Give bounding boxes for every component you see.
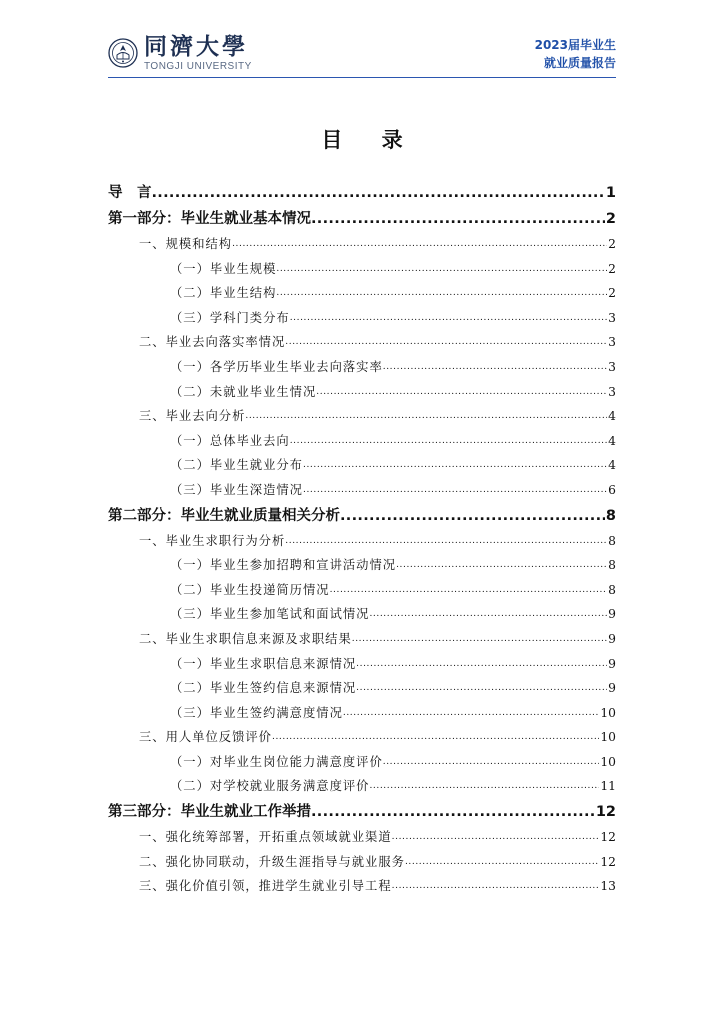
- toc-entry-label: （三）毕业生深造情况: [170, 482, 303, 497]
- report-title-line1: 2023届毕业生: [534, 38, 616, 52]
- toc-entry-page: 4: [608, 409, 616, 424]
- toc-entry-page: 11: [600, 779, 616, 794]
- toc-entry-label: 三、毕业去向分析: [139, 409, 246, 424]
- toc-entry-page: 8: [608, 533, 616, 548]
- toc-leader-dots: [330, 578, 608, 603]
- toc-entry[interactable]: [108, 553, 616, 578]
- toc-entry-label: 第二部分：毕业生就业质量相关分析: [108, 507, 340, 524]
- toc-leader-dots: [285, 330, 607, 355]
- toc-leader-dots: [356, 652, 607, 677]
- toc-leader-dots: [285, 529, 607, 554]
- toc-entry[interactable]: [108, 306, 616, 331]
- toc-leader-dots: [356, 676, 607, 701]
- toc-entry[interactable]: [108, 355, 616, 380]
- toc-entry-page: 1: [605, 185, 616, 201]
- toc-entry-page: 8: [608, 582, 616, 597]
- toc-entry[interactable]: [108, 453, 616, 478]
- toc-entry-page: 6: [608, 482, 616, 497]
- toc-entry[interactable]: [108, 503, 616, 529]
- toc-entry[interactable]: [108, 799, 616, 825]
- toc-entry[interactable]: [108, 281, 616, 306]
- toc-entry-page: 2: [608, 237, 616, 251]
- university-name-cn: 同濟大學: [144, 33, 248, 60]
- toc-entry-label: 三、强化价值引领，推进学生就业引导工程: [139, 879, 392, 894]
- toc-entry[interactable]: [108, 774, 616, 799]
- university-seal-icon: [108, 38, 138, 68]
- toc-entry-page: 9: [608, 631, 616, 646]
- toc-entry-label: 二、毕业生求职信息来源及求职结果: [139, 631, 352, 646]
- toc-entry-page: 2: [608, 261, 616, 276]
- toc-leader-dots: [392, 874, 600, 899]
- toc-leader-dots: [383, 355, 607, 380]
- toc-entry-label: 一、毕业生求职行为分析: [139, 533, 286, 548]
- toc-entry-page: 3: [608, 335, 616, 350]
- toc-entry[interactable]: [108, 850, 616, 875]
- toc-entry-label: 第三部分：毕业生就业工作举措: [108, 804, 311, 821]
- toc-entry-page: 8: [608, 558, 616, 573]
- toc-entry-page: 10: [600, 705, 616, 720]
- toc-entry[interactable]: [108, 652, 616, 677]
- toc-entry-page: 4: [608, 458, 616, 473]
- toc-entry-label: （一）对毕业生岗位能力满意度评价: [170, 754, 383, 769]
- toc-entry-label: （二）毕业生就业分布: [170, 458, 303, 473]
- toc-leader-dots: [369, 602, 607, 627]
- toc-entry-label: （一）毕业生规模: [170, 261, 277, 276]
- toc-entry[interactable]: [108, 478, 616, 503]
- toc-entry[interactable]: [108, 627, 616, 652]
- university-name-en: TONGJI UNIVERSITY: [144, 61, 252, 72]
- toc-entry-page: 4: [608, 433, 616, 448]
- toc-entry-page: 13: [600, 879, 616, 894]
- toc-entry[interactable]: [108, 257, 616, 282]
- toc-entry-page: 12: [595, 804, 616, 821]
- toc-leader-dots: [152, 180, 605, 206]
- toc-entry[interactable]: [108, 232, 616, 257]
- toc-entry[interactable]: [108, 874, 616, 899]
- toc-entry-label: 第一部分：毕业生就业基本情况: [108, 211, 311, 227]
- header-divider: [108, 77, 616, 78]
- toc-leader-dots: [340, 503, 605, 529]
- toc-leader-dots: [396, 553, 607, 578]
- toc-entry[interactable]: [108, 676, 616, 701]
- toc-entry-label: 三、用人单位反馈评价: [139, 730, 272, 745]
- table-of-contents: [108, 180, 616, 899]
- toc-entry[interactable]: [108, 578, 616, 603]
- toc-entry-label: （二）毕业生投递简历情况: [170, 582, 330, 597]
- toc-entry-label: 二、毕业去向落实率情况: [139, 335, 286, 350]
- toc-entry-label: （二）毕业生签约信息来源情况: [170, 681, 357, 696]
- toc-leader-dots: [311, 206, 605, 232]
- toc-entry[interactable]: [108, 825, 616, 850]
- toc-entry-label: （二）未就业毕业生情况: [170, 384, 317, 399]
- toc-entry-label: 二、强化协同联动，升级生涯指导与就业服务: [139, 854, 405, 869]
- toc-leader-dots: [369, 774, 599, 799]
- toc-entry-label: （二）毕业生结构: [170, 286, 277, 301]
- toc-entry[interactable]: [108, 429, 616, 454]
- toc-entry-label: （三）毕业生签约满意度情况: [170, 705, 343, 720]
- report-title: [535, 36, 616, 72]
- toc-entry[interactable]: [108, 725, 616, 750]
- toc-entry[interactable]: [108, 180, 616, 206]
- toc-leader-dots: [276, 257, 607, 282]
- toc-entry-label: （三）学科门类分布: [170, 310, 290, 325]
- toc-entry[interactable]: [108, 330, 616, 355]
- toc-entry[interactable]: [108, 380, 616, 405]
- toc-leader-dots: [303, 453, 607, 478]
- toc-entry-page: 9: [608, 607, 616, 622]
- toc-entry-label: （一）总体毕业去向: [170, 433, 290, 448]
- toc-entry-label: （一）各学历毕业生毕业去向落实率: [170, 359, 383, 374]
- toc-leader-dots: [290, 306, 607, 331]
- toc-entry-page: 10: [600, 754, 616, 769]
- toc-entry[interactable]: [108, 529, 616, 554]
- page-title: 目 录: [321, 128, 419, 152]
- toc-entry-page: 9: [608, 681, 616, 696]
- toc-entry-page: 10: [600, 730, 616, 745]
- toc-leader-dots: [352, 627, 607, 652]
- toc-leader-dots: [343, 701, 599, 726]
- toc-leader-dots: [232, 232, 607, 257]
- toc-entry-page: 12: [600, 830, 616, 845]
- toc-leader-dots: [245, 404, 607, 429]
- toc-entry[interactable]: [108, 602, 616, 627]
- toc-leader-dots: [290, 429, 607, 454]
- report-title-line2: 就业质量报告: [543, 56, 616, 70]
- toc-leader-dots: [272, 725, 599, 750]
- toc-entry-page: 2: [605, 211, 616, 227]
- toc-entry[interactable]: [108, 404, 616, 429]
- toc-leader-dots: [316, 380, 607, 405]
- toc-entry-label: （一）毕业生求职信息来源情况: [170, 656, 357, 671]
- toc-entry-label: 一、规模和结构: [139, 237, 233, 251]
- toc-leader-dots: [392, 825, 600, 850]
- toc-entry-page: 3: [608, 310, 616, 325]
- toc-entry-page: 8: [605, 507, 616, 524]
- toc-entry-page: 9: [608, 656, 616, 671]
- toc-leader-dots: [383, 750, 600, 775]
- toc-entry-label: 一、强化统筹部署，开拓重点领域就业渠道: [139, 830, 392, 845]
- toc-leader-dots: [303, 478, 607, 503]
- toc-entry-page: 3: [608, 359, 616, 374]
- toc-entry[interactable]: [108, 750, 616, 775]
- toc-entry-label: （三）毕业生参加笔试和面试情况: [170, 607, 370, 622]
- toc-entry[interactable]: [108, 206, 616, 232]
- page-header: [108, 34, 616, 78]
- toc-leader-dots: [311, 799, 595, 825]
- toc-entry[interactable]: [108, 701, 616, 726]
- toc-leader-dots: [405, 850, 599, 875]
- toc-entry-label: 导 言: [108, 185, 152, 201]
- toc-entry-label: （二）对学校就业服务满意度评价: [170, 779, 370, 794]
- toc-entry-label: （一）毕业生参加招聘和宣讲活动情况: [170, 558, 397, 573]
- toc-leader-dots: [276, 281, 607, 306]
- toc-entry-page: 12: [600, 854, 616, 869]
- toc-entry-page: 3: [608, 384, 616, 399]
- toc-entry-page: 2: [608, 286, 616, 301]
